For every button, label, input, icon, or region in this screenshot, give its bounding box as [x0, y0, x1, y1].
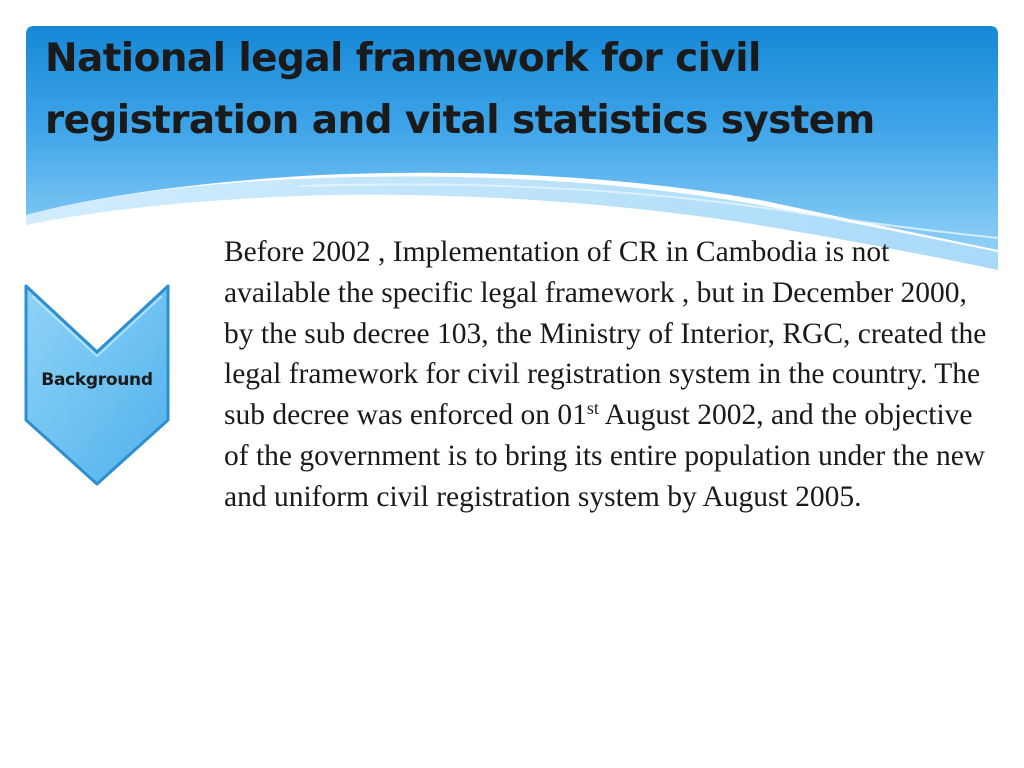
chevron-label: Background	[41, 370, 153, 390]
body-paragraph	[224, 232, 994, 518]
body-text-part2: August 2002, and the objective of the government is to bring its entire population under the new and uniform civil registration system by August 2005.	[224, 399, 986, 513]
body-text-part1: Before 2002 , Implementation of CR in Cambodia is not available the specific legal framework , but in December 2000, by the sub decree 103, the Ministry of Interior, RGC, created the legal framework for civil registration system in the country. The sub decree was enforced on 01	[224, 236, 987, 432]
body-text-superscript: st	[586, 398, 599, 419]
slide-title: National legal framework for civil registration and vital statistics system	[45, 36, 875, 143]
